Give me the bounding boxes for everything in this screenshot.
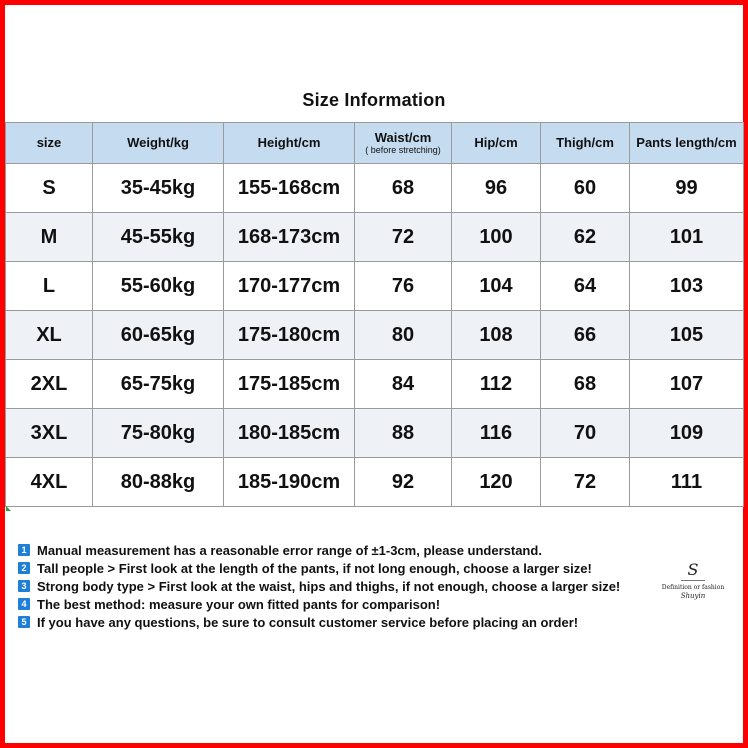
cell-thigh: 62 [541,213,630,262]
cell-size: L [6,262,93,311]
cell-size: S [6,164,93,213]
brand-logo [660,560,726,600]
header-pants-length: Pants length/cm [630,123,744,164]
cell-pants-length: 111 [630,458,744,507]
header-size: size [6,123,93,164]
cell-size: XL [6,311,93,360]
cell-thigh: 68 [541,360,630,409]
cell-pants-length: 109 [630,409,744,458]
table-row [6,360,744,409]
table-row [6,213,744,262]
header-height: Height/cm [224,123,355,164]
cell-size: M [6,213,93,262]
cell-waist: 68 [355,164,452,213]
cell-thigh: 72 [541,458,630,507]
cell-waist: 76 [355,262,452,311]
table-row [6,409,744,458]
header-thigh: Thigh/cm [541,123,630,164]
cell-thigh: 64 [541,262,630,311]
table-header-row [6,123,744,164]
cell-hip: 96 [452,164,541,213]
cell-pants-length: 103 [630,262,744,311]
cell-weight: 60-65kg [93,311,224,360]
table-row [6,164,744,213]
brand-name: Shuyin [680,592,706,600]
note-item [18,577,668,595]
cell-pants-length: 99 [630,164,744,213]
cell-weight: 55-60kg [93,262,224,311]
cell-hip: 104 [452,262,541,311]
note-number-badge: 1 [18,544,30,556]
brand-tagline: Definition or fashion [661,584,725,591]
brand-monogram-icon: S [681,560,705,581]
cell-thigh: 66 [541,311,630,360]
cell-size: 4XL [6,458,93,507]
corner-marker [6,506,11,511]
cell-height: 185-190cm [224,458,355,507]
note-number-badge: 3 [18,580,30,592]
note-number-badge: 4 [18,598,30,610]
cell-waist: 80 [355,311,452,360]
cell-thigh: 60 [541,164,630,213]
note-text: If you have any questions, be sure to consult customer service before placing an order! [37,614,579,630]
cell-weight: 80-88kg [93,458,224,507]
note-item [18,559,668,577]
size-table [5,122,744,507]
cell-hip: 100 [452,213,541,262]
cell-thigh: 70 [541,409,630,458]
cell-waist: 92 [355,458,452,507]
notes-list [18,541,668,631]
table-row [6,262,744,311]
note-text: Manual measurement has a reasonable error range of ±1-3cm, please understand. [37,542,542,558]
cell-waist: 88 [355,409,452,458]
header-hip: Hip/cm [452,123,541,164]
note-text: Strong body type > First look at the waist, hips and thighs, if not enough, choose a larger size! [37,578,621,594]
cell-height: 175-185cm [224,360,355,409]
cell-pants-length: 107 [630,360,744,409]
table-row [6,311,744,360]
note-item [18,595,668,613]
note-text: The best method: measure your own fitted pants for comparison! [37,596,441,612]
cell-weight: 45-55kg [93,213,224,262]
note-item [18,613,668,631]
cell-weight: 75-80kg [93,409,224,458]
cell-pants-length: 105 [630,311,744,360]
cell-pants-length: 101 [630,213,744,262]
cell-height: 175-180cm [224,311,355,360]
cell-waist: 84 [355,360,452,409]
cell-hip: 120 [452,458,541,507]
header-waist: Waist/cm ( before stretching) [355,123,452,164]
cell-height: 170-177cm [224,262,355,311]
cell-size: 3XL [6,409,93,458]
cell-height: 180-185cm [224,409,355,458]
table-row [6,458,744,507]
page-title: Size Information [302,90,446,110]
cell-weight: 35-45kg [93,164,224,213]
header-waist-note: ( before stretching) [365,144,441,155]
header-weight: Weight/kg [93,123,224,164]
cell-height: 168-173cm [224,213,355,262]
cell-hip: 112 [452,360,541,409]
note-item [18,541,668,559]
note-number-badge: 5 [18,616,30,628]
note-number-badge: 2 [18,562,30,574]
cell-hip: 108 [452,311,541,360]
cell-weight: 65-75kg [93,360,224,409]
cell-waist: 72 [355,213,452,262]
cell-height: 155-168cm [224,164,355,213]
cell-hip: 116 [452,409,541,458]
cell-size: 2XL [6,360,93,409]
note-text: Tall people > First look at the length of the pants, if not long enough, choose a larger size! [37,560,592,576]
